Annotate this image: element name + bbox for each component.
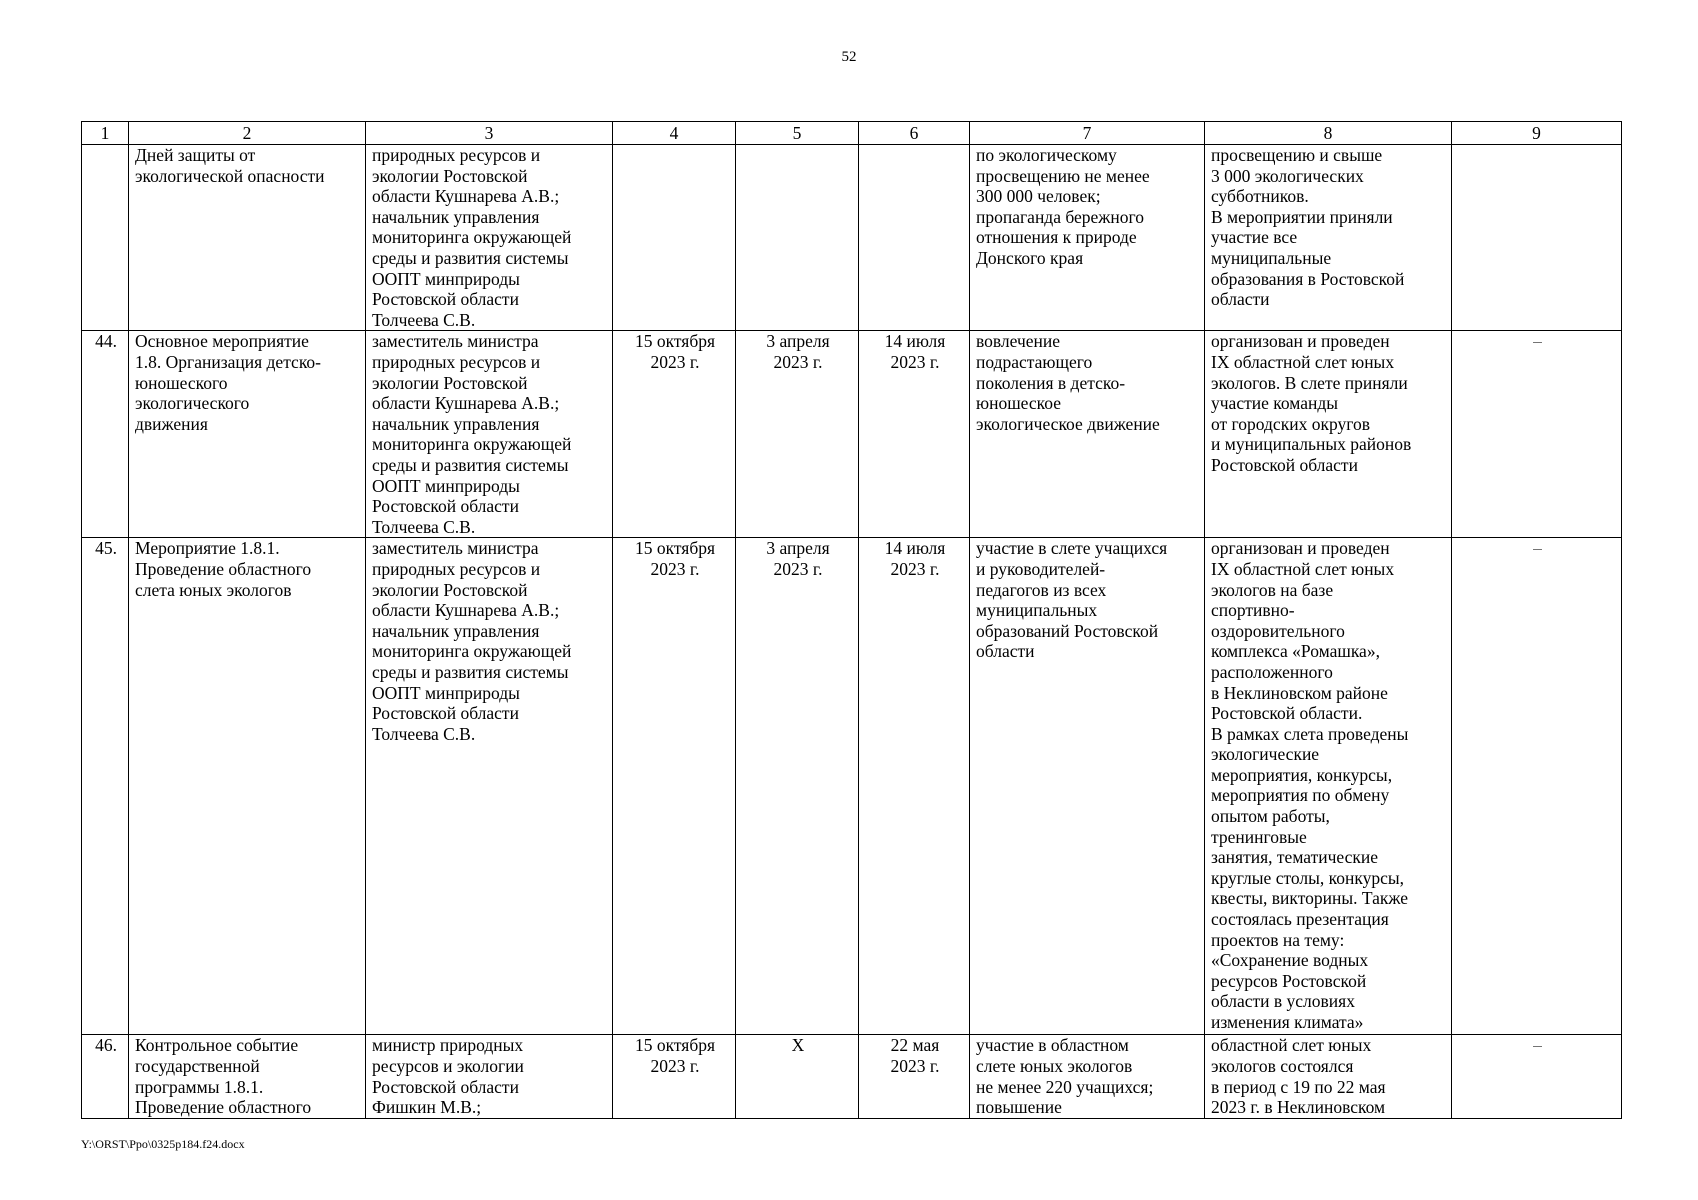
problems bbox=[1452, 145, 1622, 331]
end-date: 14 июля 2023 г. bbox=[859, 538, 970, 1035]
row-number: 45. bbox=[82, 538, 129, 1035]
end-date bbox=[859, 145, 970, 331]
plan-date bbox=[613, 145, 736, 331]
actual-result: организован и проведен IX областной слет юных экологов на базе спортивно- оздоровительного комплекса «Ромашка», расположенного в Неклиновском районе Ростовской области. В рамках слета проведены экологические мероприятия, конкурсы, мероприятия по обмену опытом работы, тренинговые занятия, тематические круглые столы, конкурсы, квесты, викторины. Также состоялась презентация проектов на тему: «Сохранение водных ресурсов Ростовской области в условиях изменения климата» bbox=[1205, 538, 1452, 1035]
row-number: 44. bbox=[82, 331, 129, 538]
start-date: 3 апреля 2023 г. bbox=[736, 331, 859, 538]
header-col-4: 4 bbox=[613, 122, 736, 145]
responsible-person: заместитель министра природных ресурсов и экологии Ростовской области Кушнарева А.В.; начальник управления мониторинга окружающей среды и развития системы ООПТ минприроды Ростовской области Толчеева С.В. bbox=[366, 538, 613, 1035]
plan-date: 15 октября 2023 г. bbox=[613, 331, 736, 538]
start-date: 3 апреля 2023 г. bbox=[736, 538, 859, 1035]
header-col-6: 6 bbox=[859, 122, 970, 145]
plan-date: 15 октября 2023 г. bbox=[613, 538, 736, 1035]
actual-result: организован и проведен IX областной слет юных экологов. В слете приняли участие команды от городских округов и муниципальных районов Ростовской области bbox=[1205, 331, 1452, 538]
header-col-3: 3 bbox=[366, 122, 613, 145]
expected-result: по экологическому просвещению не менее 300 000 человек; пропаганда бережного отношения к природе Донского края bbox=[970, 145, 1205, 331]
actual-result: областной слет юных экологов состоялся в период с 19 по 22 мая 2023 г. в Неклиновском bbox=[1205, 1035, 1452, 1118]
responsible-person: заместитель министра природных ресурсов и экологии Ростовской области Кушнарева А.В.; начальник управления мониторинга окружающей среды и развития системы ООПТ минприроды Ростовской области Толчеева С.В. bbox=[366, 331, 613, 538]
event-name: Контрольное событие государственной программы 1.8.1. Проведение областного bbox=[129, 1035, 366, 1118]
responsible-person: министр природных ресурсов и экологии Ростовской области Фишкин М.В.; bbox=[366, 1035, 613, 1118]
page-number: 52 bbox=[841, 49, 857, 65]
plan-date: 15 октября 2023 г. bbox=[613, 1035, 736, 1118]
header-col-2: 2 bbox=[129, 122, 366, 145]
row-number: 46. bbox=[82, 1035, 129, 1118]
table-row bbox=[82, 1035, 1622, 1118]
start-date bbox=[736, 145, 859, 331]
event-name: Мероприятие 1.8.1. Проведение областного слета юных экологов bbox=[129, 538, 366, 1035]
header-col-5: 5 bbox=[736, 122, 859, 145]
report-table bbox=[81, 121, 1622, 1119]
problems: – bbox=[1452, 538, 1622, 1035]
end-date: 22 мая 2023 г. bbox=[859, 1035, 970, 1118]
actual-result: просвещению и свыше 3 000 экологических субботников. В мероприятии приняли участие все муниципальные образования в Ростовской области bbox=[1205, 145, 1452, 331]
table-row bbox=[82, 538, 1622, 1035]
row-number bbox=[82, 145, 129, 331]
expected-result: участие в областном слете юных экологов не менее 220 учащихся; повышение bbox=[970, 1035, 1205, 1118]
end-date: 14 июля 2023 г. bbox=[859, 331, 970, 538]
event-name: Основное мероприятие 1.8. Организация детско- юношеского экологического движения bbox=[129, 331, 366, 538]
table-row bbox=[82, 331, 1622, 538]
problems: – bbox=[1452, 331, 1622, 538]
header-col-8: 8 bbox=[1205, 122, 1452, 145]
event-name: Дней защиты от экологической опасности bbox=[129, 145, 366, 331]
expected-result: вовлечение подрастающего поколения в детско- юношеское экологическое движение bbox=[970, 331, 1205, 538]
header-col-9: 9 bbox=[1452, 122, 1622, 145]
header-col-7: 7 bbox=[970, 122, 1205, 145]
header-col-1: 1 bbox=[82, 122, 129, 145]
expected-result: участие в слете учащихся и руководителей- педагогов из всех муниципальных образований Ростовской области bbox=[970, 538, 1205, 1035]
problems: – bbox=[1452, 1035, 1622, 1118]
start-date: Х bbox=[736, 1035, 859, 1118]
responsible-person: природных ресурсов и экологии Ростовской области Кушнарева А.В.; начальник управления мониторинга окружающей среды и развития системы ООПТ минприроды Ростовской области Толчеева С.В. bbox=[366, 145, 613, 331]
header-row bbox=[82, 122, 1622, 145]
file-path: Y:\ORST\Ppo\0325p184.f24.docx bbox=[81, 1137, 245, 1151]
table-row bbox=[82, 145, 1622, 331]
